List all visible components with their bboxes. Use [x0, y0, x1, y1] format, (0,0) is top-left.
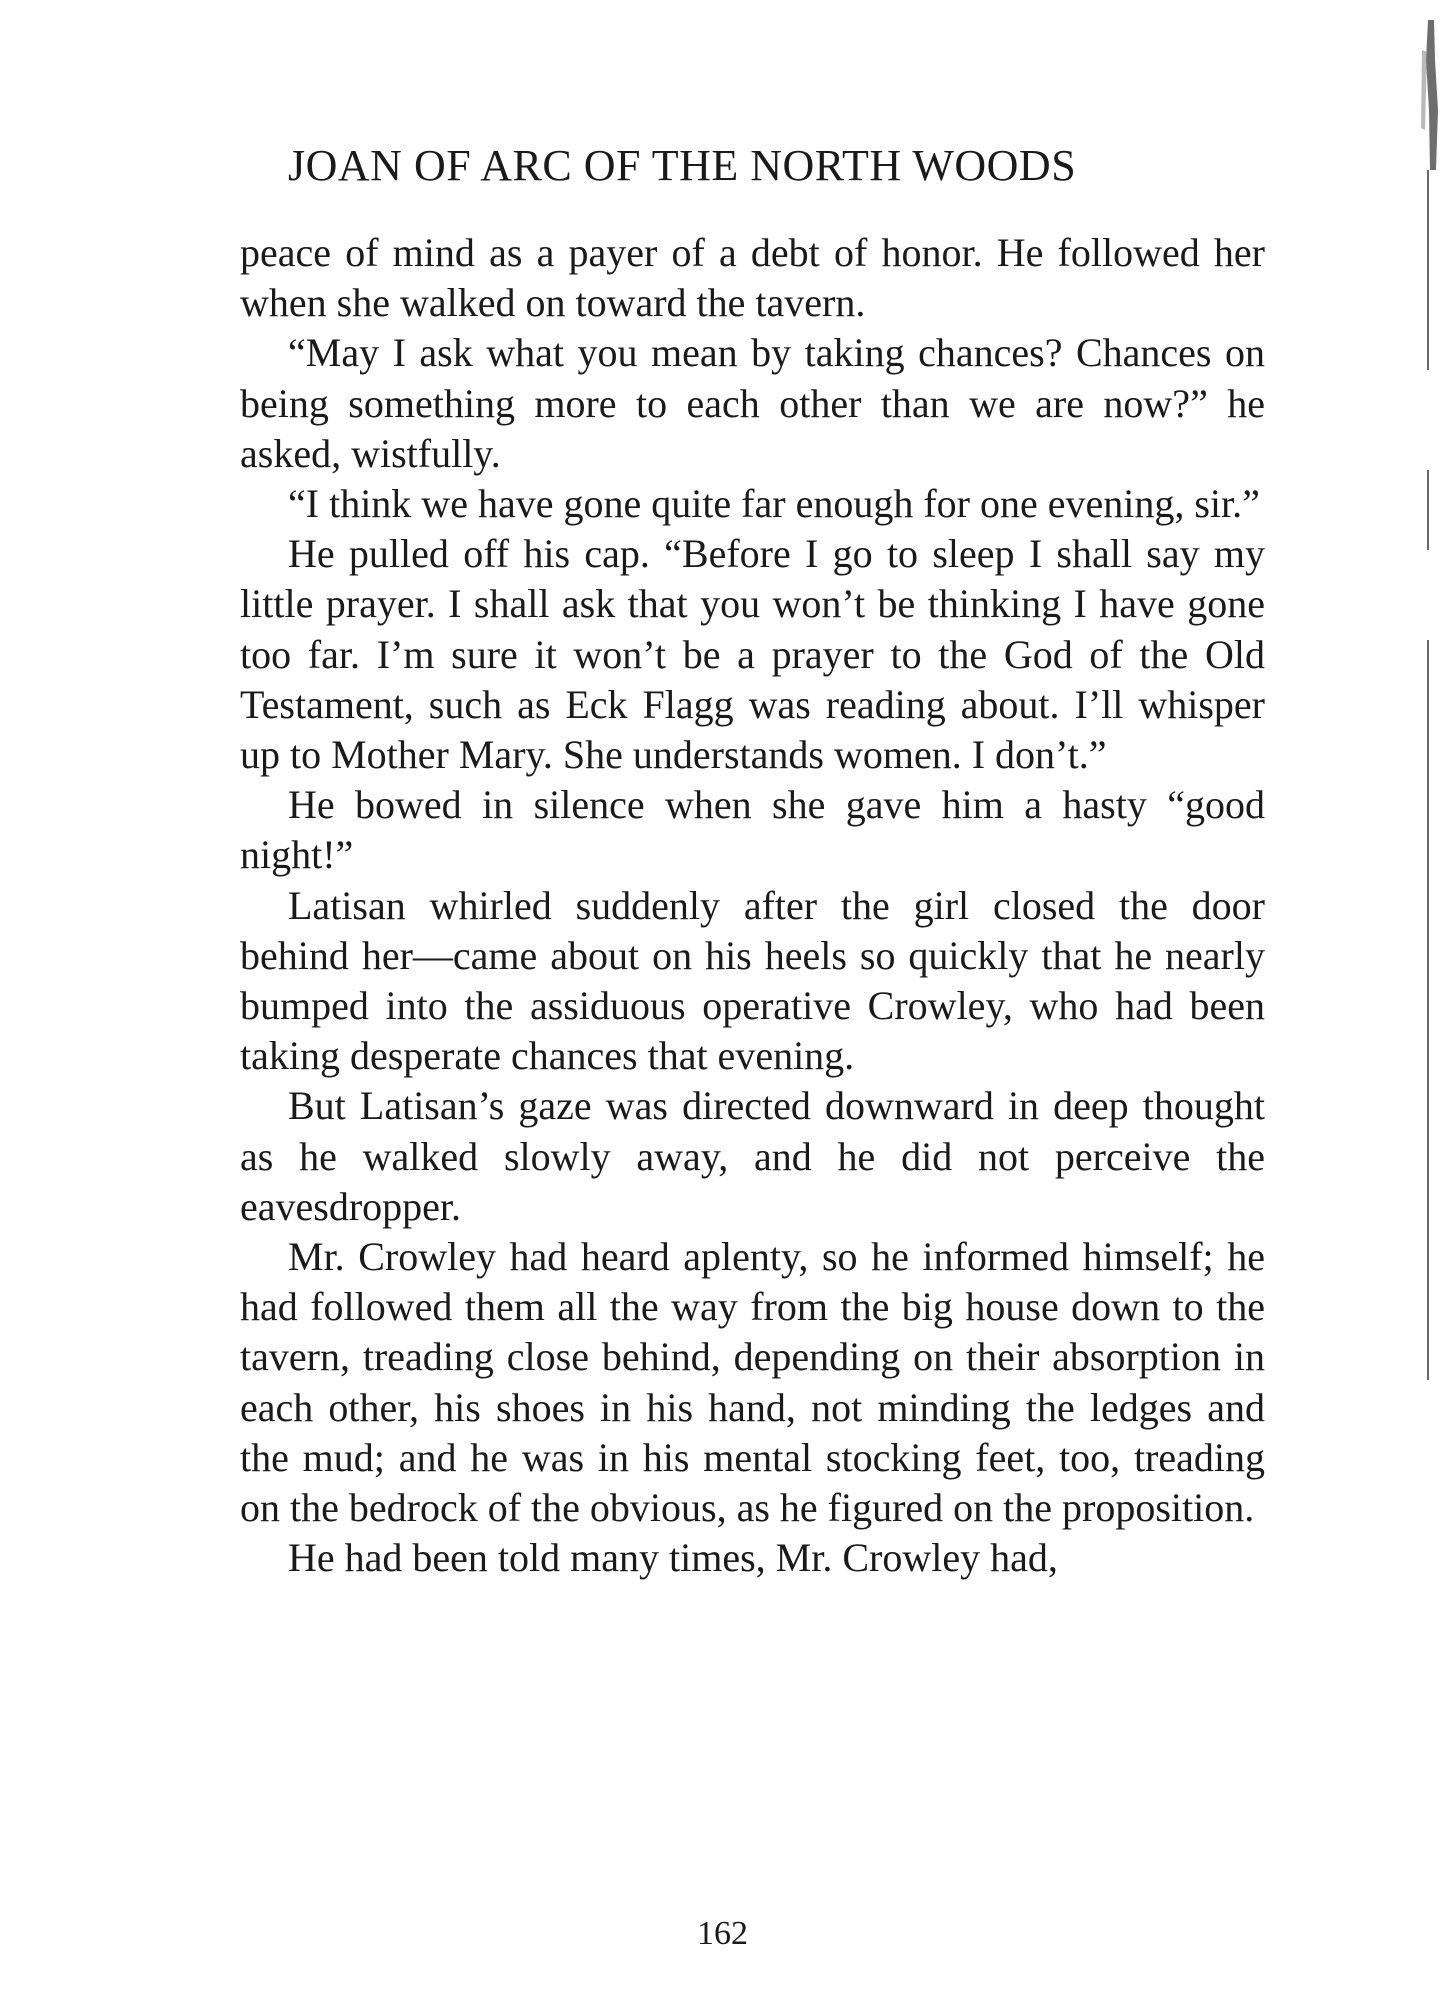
scan-edge-line: [1427, 640, 1429, 1380]
paragraph: He bowed in silence when she gave him a hasty “good night!”: [240, 782, 1265, 878]
paragraph: peace of mind as a payer of a debt of honor. He followed her when she walked on toward the tavern.: [240, 230, 1265, 326]
body-text: [240, 228, 1265, 1583]
paragraph: He had been told many times, Mr. Crowley had,: [288, 1535, 1058, 1581]
paragraph: Latisan whirled suddenly after the girl closed the door behind her—came about on his heels so quickly that he nearly bumped into the assiduous operative Crowley, who had been taking desperate chances that evening.: [240, 882, 1265, 1079]
scan-edge-line: [1427, 470, 1429, 550]
paragraph: “May I ask what you mean by taking chances? Chances on being something more to each other than we are now?” he asked, wistfully.: [240, 330, 1265, 476]
page-number: 162: [697, 1915, 748, 1952]
paragraph: But Latisan’s gaze was directed downward in deep thought as he walked slowly away, and he did not perceive the eavesdropper.: [240, 1083, 1265, 1229]
scan-edge-mark: [1418, 20, 1444, 170]
running-head: JOAN OF ARC OF THE NORTH WOODS: [288, 141, 1077, 190]
paragraph: “I think we have gone quite far enough for one evening, sir.”: [288, 481, 1260, 527]
paragraph: Mr. Crowley had heard aplenty, so he informed himself; he had followed them all the way from the big house down to the tavern, treading close behind, depending on their absorption in each other, his shoes in his hand, not minding the ledges and the mud; and he was in his mental stocking feet, too, treading on the bedrock of the obvious, as he figured on the proposition.: [240, 1234, 1265, 1531]
paragraph: He pulled off his cap. “Before I go to sleep I shall say my little prayer. I shall ask that you won’t be thinking I have gone too far. I’m sure it won’t be a prayer to the God of the Old Testament, such as Eck Flagg was reading about. I’ll whisper up to Mother Mary. She understands women. I don’t.”: [240, 531, 1265, 778]
scan-edge-line: [1427, 170, 1429, 370]
